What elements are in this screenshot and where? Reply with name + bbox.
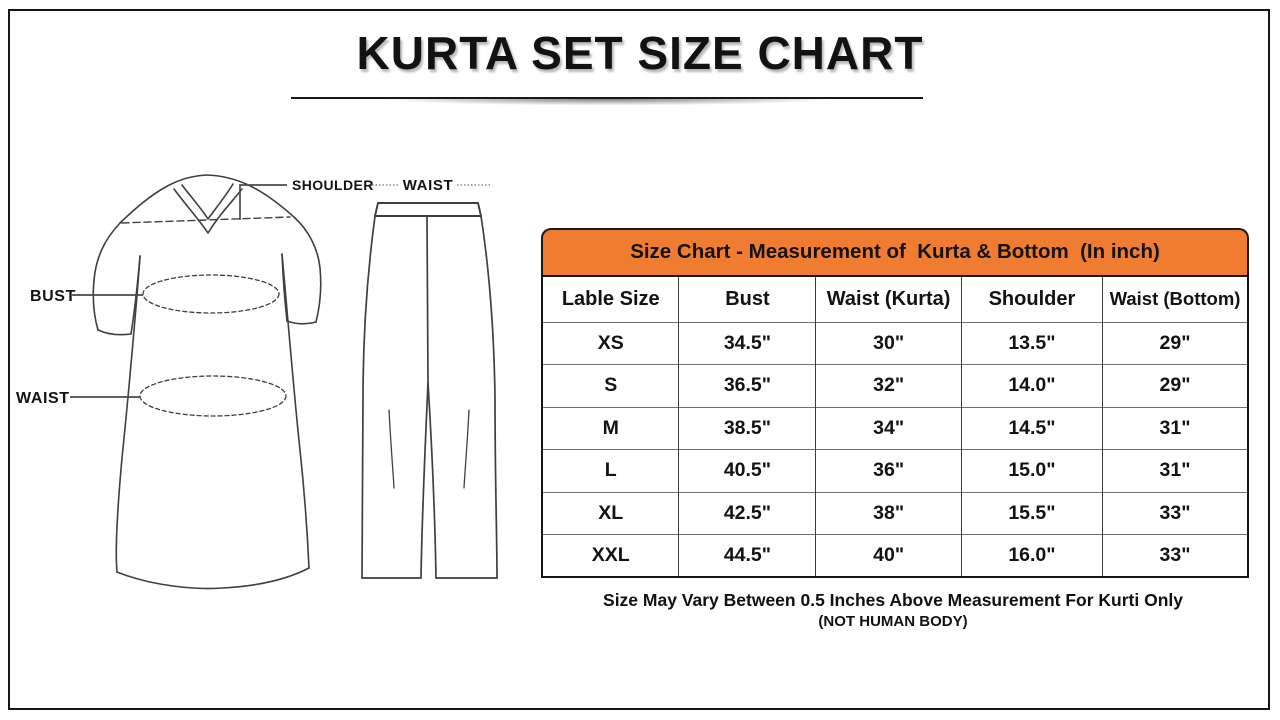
size-cell: 31" (1103, 407, 1248, 450)
size-cell: M (542, 407, 679, 450)
size-cell: 29" (1103, 365, 1248, 408)
size-cell: 34" (816, 407, 961, 450)
column-header-bust: Bust (679, 276, 816, 322)
size-cell: 38.5" (679, 407, 816, 450)
waist-measure-ellipse (140, 376, 286, 416)
size-row-s (542, 365, 1248, 408)
size-cell: 15.0" (961, 450, 1102, 493)
size-cell: XS (542, 322, 679, 365)
shoulder-label: SHOULDER (292, 177, 374, 193)
size-cell: 14.0" (961, 365, 1102, 408)
size-cell: 42.5" (679, 492, 816, 535)
size-cell: 44.5" (679, 535, 816, 578)
bust-measure-ellipse (143, 275, 279, 313)
size-cell: 40.5" (679, 450, 816, 493)
column-header-waist-bottom: Waist (Bottom) (1103, 276, 1248, 322)
size-cell: XL (542, 492, 679, 535)
column-header-label-size: Lable Size (561, 287, 660, 310)
size-cell: 31" (1103, 450, 1248, 493)
size-cell: 16.0" (961, 535, 1102, 578)
title-underline-shadow (291, 99, 923, 108)
size-cell: 38" (816, 492, 961, 535)
kurta-drawing (93, 175, 321, 588)
size-cell: 33" (1103, 492, 1248, 535)
size-row-xs (542, 322, 1248, 365)
size-cell: 29" (1103, 322, 1248, 365)
size-cell: 36" (816, 450, 961, 493)
size-cell: 36.5" (679, 365, 816, 408)
pants-waist-label: WAIST (402, 177, 454, 194)
size-variance-note: Size May Vary Between 0.5 Inches Above Measurement For Kurti Only (603, 590, 1183, 610)
size-row-m (542, 407, 1248, 450)
size-table (541, 228, 1249, 578)
size-table-grid (541, 275, 1249, 578)
column-header-row (542, 276, 1248, 322)
page-title: KURTA SET SIZE CHART (356, 27, 924, 79)
size-cell: 33" (1103, 535, 1248, 578)
size-cell: 15.5" (961, 492, 1102, 535)
bust-label: BUST (30, 288, 76, 305)
garment-diagram (10, 158, 538, 668)
size-cell: 40" (816, 535, 961, 578)
size-table-banner: Size Chart - Measurement of Kurta & Bottom (In inch) (541, 228, 1249, 275)
size-cell: 30" (816, 322, 961, 365)
not-human-body-note: (NOT HUMAN BODY) (818, 613, 968, 630)
shoulder-leader-line (240, 185, 287, 220)
size-cell: S (542, 365, 679, 408)
size-cell: XXL (542, 535, 679, 578)
waist-label: WAIST (16, 390, 70, 407)
column-header-shoulder: Shoulder (961, 276, 1102, 322)
size-row-l (542, 450, 1248, 493)
column-header-waist-kurta: Waist (Kurta) (816, 276, 961, 322)
size-cell: 34.5" (679, 322, 816, 365)
size-row-xxl (542, 535, 1248, 578)
shoulder-measure-line (122, 217, 290, 223)
size-cell: L (542, 450, 679, 493)
size-cell: 32" (816, 365, 961, 408)
size-cell: 13.5" (961, 322, 1102, 365)
size-row-xl (542, 492, 1248, 535)
size-cell: 14.5" (961, 407, 1102, 450)
pants-drawing (362, 203, 497, 578)
